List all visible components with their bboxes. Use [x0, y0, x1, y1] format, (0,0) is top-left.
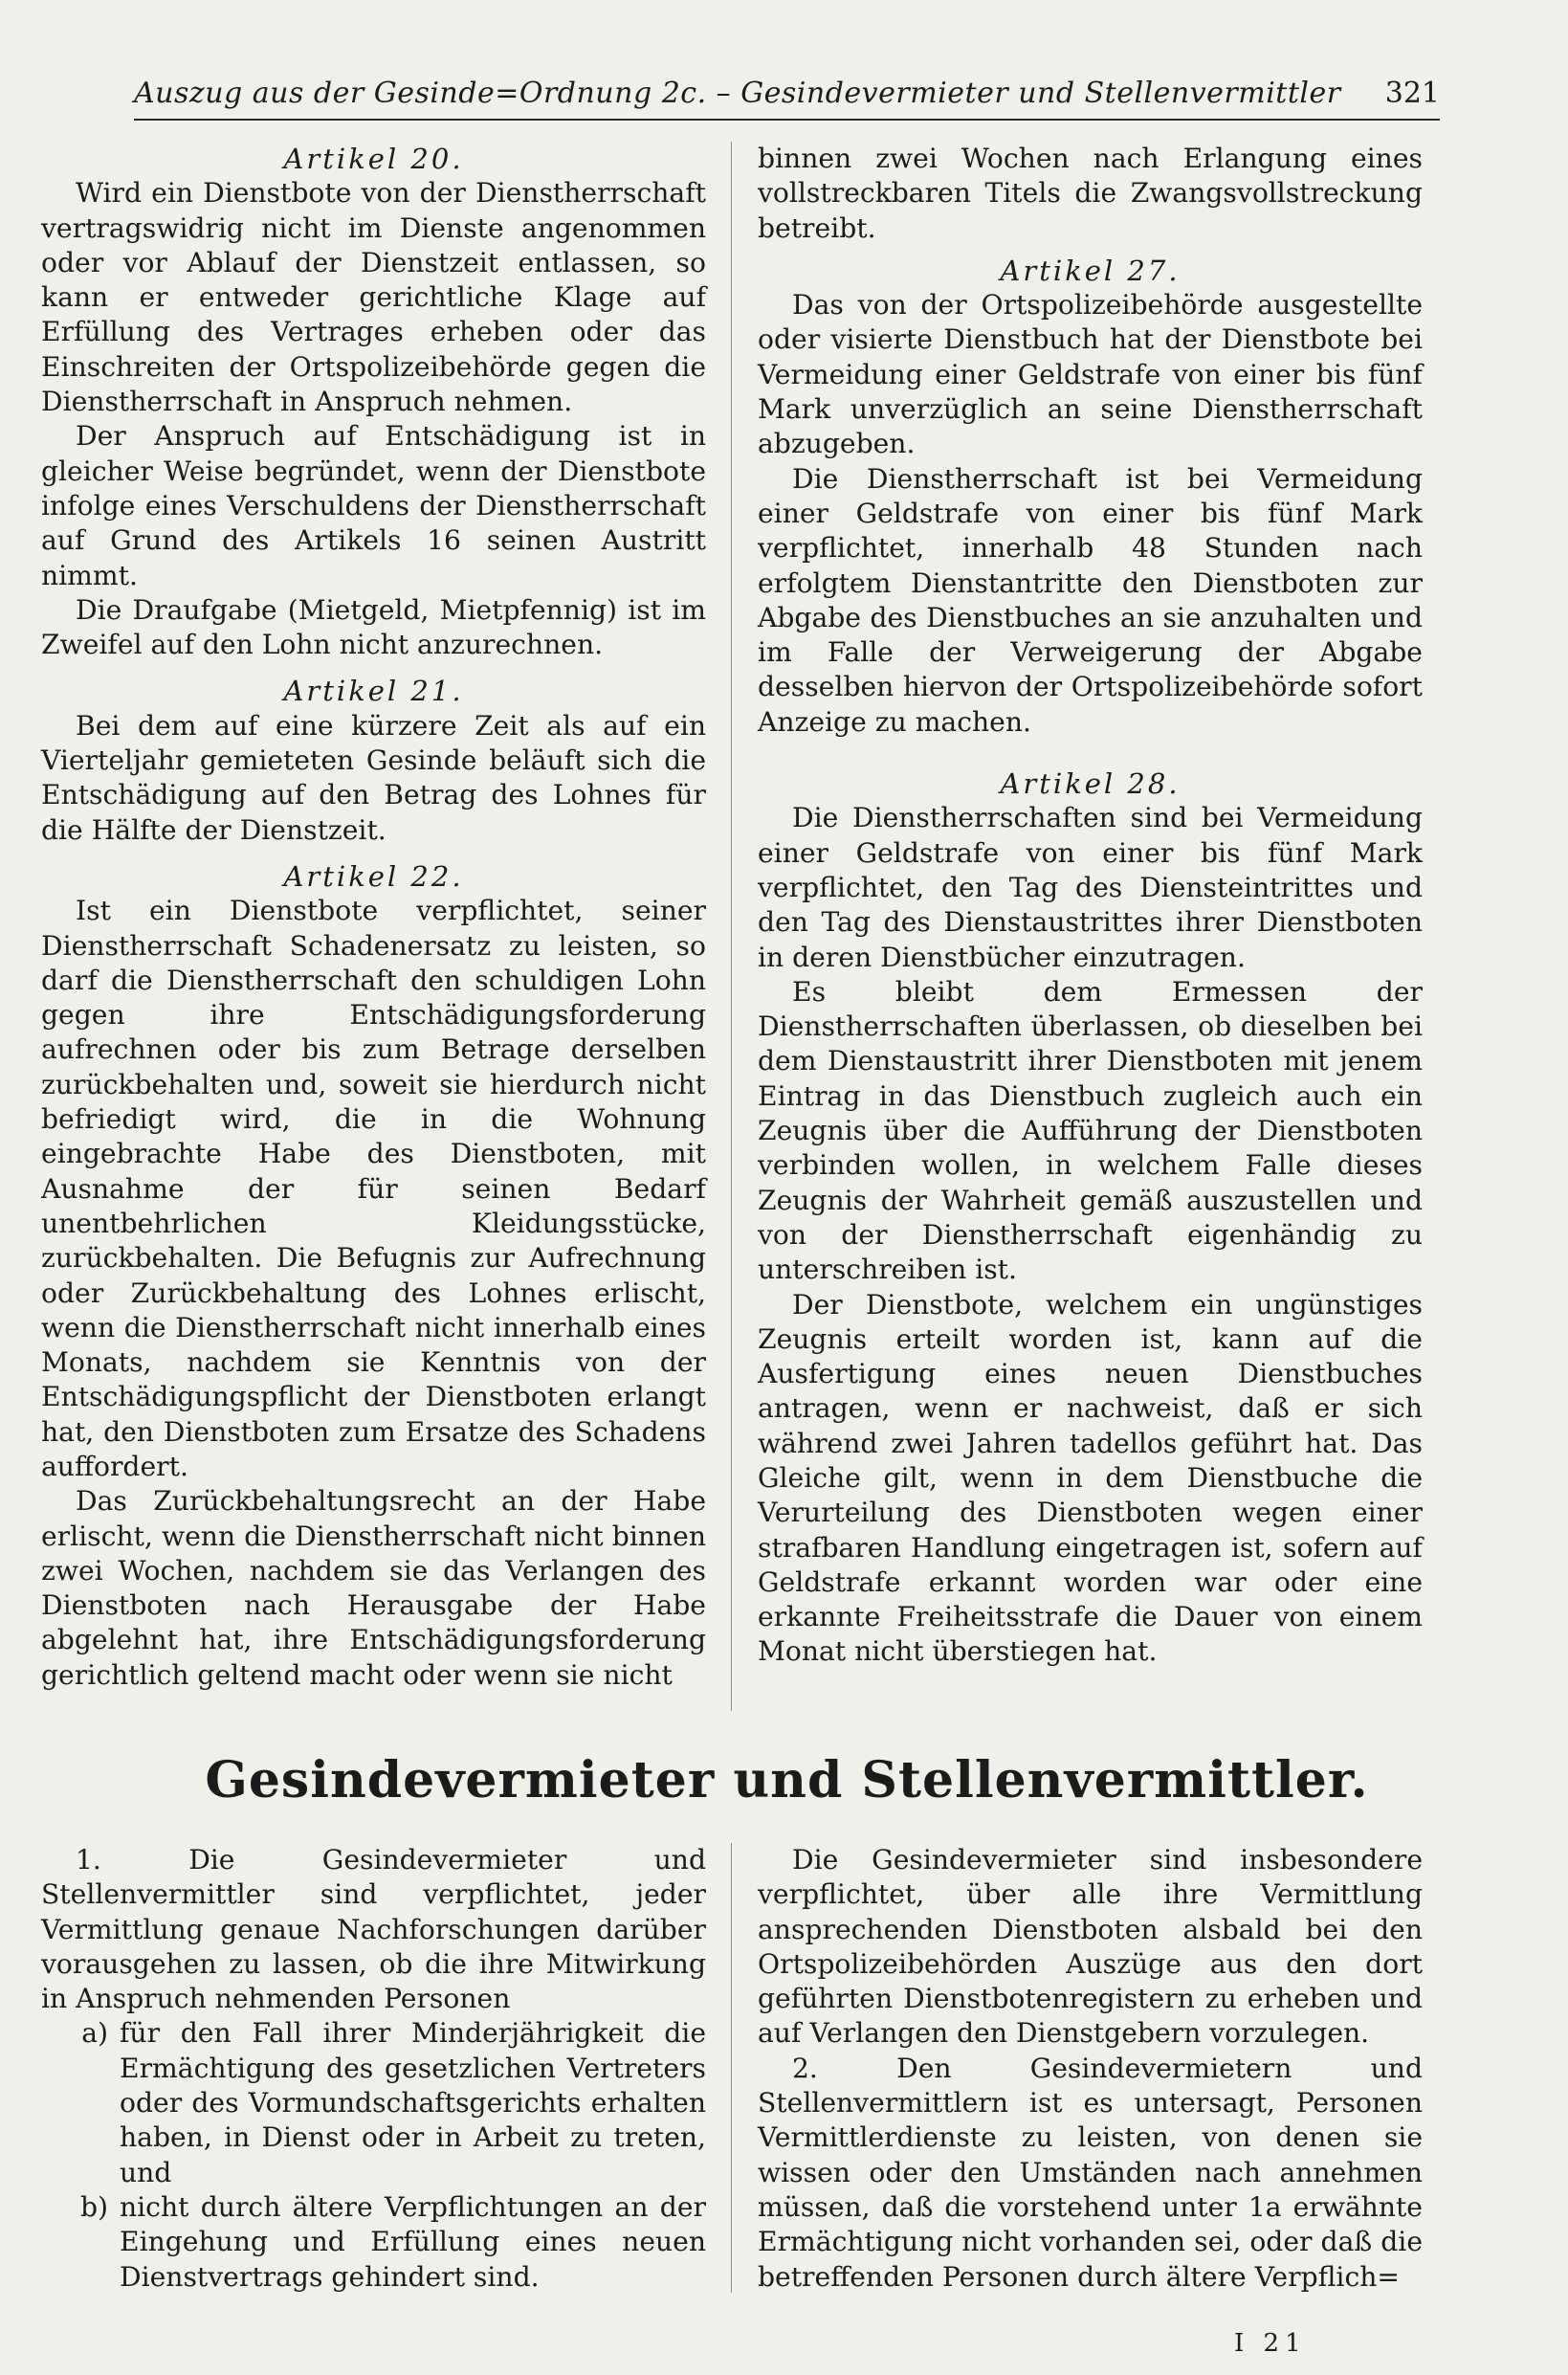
section-right-column — [758, 1843, 1423, 2295]
list-item-b-text: nicht durch ältere Verpflichtungen an der Eingehung und Erfüllung eines neuen Dienstvertrags gehindert sind. — [120, 2190, 706, 2293]
article-28-paragraph-3: Der Dienstbote, welchem ein ungünstiges Zeugnis erteilt worden ist, kann auf die Ausfertigung eines neuen Dienstbuches antragen, wenn er nachweist, daß er sich während zwei Jahren tadellos geführt hat. Das Gleiche gilt, wenn in dem Dienstbuche die Verurteilung des Dienstboten wegen einer strafbaren Handlung eingetragen ist, sofern auf Geldstrafe erkannt worden war oder eine erkannte Freiheitsstrafe die Dauer von einem Monat nicht überstiegen hat. — [758, 1288, 1423, 1668]
running-title: Auszug aus der Gesinde=Ordnung 2c. – Gesindevermieter und Stellenvermittler — [134, 77, 1341, 110]
column-divider-top — [731, 142, 732, 1711]
article-22-continuation: binnen zwei Wochen nach Erlangung eines vollstreckbaren Titels die Zwangsvollstreckung betreibt. — [758, 143, 1423, 244]
article-27-paragraph-2: Die Dienstherrschaft ist bei Vermeidung einer Geldstrafe von einer bis fünf Mark verpflichtet, innerhalb 48 Stunden nach erfolgtem Dienstantritte den Dienstboten zur Abgabe des Dienstbuches an sie anzuhalten und im Falle der Verweigerung der Abgabe desselben hiervon der Ortspolizeibehörde sofort Anzeige zu machen. — [758, 462, 1423, 738]
article-20-paragraph-1: Wird ein Dienstbote von der Dienstherrschaft vertragswidrig nicht im Dienste angenommen oder vor Ablauf der Dienstzeit entlassen, so kann er entweder gerichtliche Klage auf Erfüllung des Vertrages erheben oder das Einschreiten der Ortspolizeibehörde gegen die Dienstherrschaft in Anspruch nehmen. — [41, 177, 706, 418]
article-28-paragraph-2: Es bleibt dem Ermessen der Dienstherrschaften überlassen, ob dieselben bei dem Dienstaustritt ihrer Dienstboten mit jenem Eintrag in das Dienstbuch zugleich auch ein Zeugnis über die Aufführung der Dienstboten verbinden wollen, in welchem Falle dieses Zeugnis der Wahrheit gemäß auszustellen und von der Dienstherrschaft eigenhändig zu unterschreiben ist. — [758, 975, 1423, 1286]
list-item-a — [41, 2016, 706, 2189]
right-column — [758, 142, 1423, 1670]
section-paragraph-1: 1. Die Gesindevermieter und Stellenvermittler sind verpflichtet, jeder Vermittlung genaue Nachforschungen darüber vorausgehen zu lassen, ob die ihre Mitwirkung in Anspruch nehmenden Personen — [41, 1844, 706, 2015]
article-22-paragraph-1: Ist ein Dienstbote verpflichtet, seiner Dienstherrschaft Schadenersatz zu leisten, so darf die Dienstherrschaft den schuldigen Lohn gegen ihre Entschädigungsforderung aufrechnen oder bis zum Betrage derselben zurückbehalten und, soweit sie hierdurch nicht befriedigt wird, die in die Wohnung eingebrachte Habe des Dienstboten, mit Ausnahme der für seinen Bedarf unentbehrlichen Kleidungsstücke, zurückbehalten. Die Befugnis zur Aufrechnung oder Zurückbehaltung des Lohnes erlischt, wenn die Dienstherrschaft nicht innerhalb eines Monats, nachdem sie Kenntnis von der Entschädigungspflicht der Dienstboten erlangt hat, den Dienstboten zum Ersatze des Schadens auffordert. — [41, 895, 706, 1482]
article-20-paragraph-3: Die Draufgabe (Mietgeld, Mietpfennig) ist im Zweifel auf den Lohn nicht anzurechnen. — [41, 593, 706, 661]
article-28-paragraph-1: Die Dienstherrschaften sind bei Vermeidung einer Geldstrafe von einer bis fünf Mark verpflichtet, den Tag des Diensteintrittes und den Tag des Dienstaustrittes ihrer Dienstboten in deren Dienstbücher einzutragen. — [758, 802, 1423, 973]
list-item-a-label: a) — [81, 2017, 108, 2050]
article-22-paragraph-2: Das Zurückbehaltungsrecht an der Habe erlischt, wenn die Dienstherrschaft nicht binnen zwei Wochen, nachdem sie das Verlangen des Dienstboten nach Herausgabe der Habe abgelehnt hat, ihre Entschädigungsforderung gerichtlich geltend macht oder wenn sie nicht — [41, 1485, 706, 1691]
running-header — [134, 73, 1440, 121]
list-item-b-label: b) — [79, 2190, 108, 2223]
section-right-paragraph-2: 2. Den Gesindevermietern und Stellenvermittlern ist es untersagt, Personen Vermittlerdienste zu leisten, von denen sie wissen oder den Umständen nach annehmen müssen, daß die vorstehend unter 1a erwähnte Ermächtigung nicht vorhanden sei, oder daß die betreffenden Personen durch ältere Verpflich= — [758, 2052, 1423, 2293]
list-item-b — [41, 2190, 706, 2295]
signature-mark: I 21 — [1234, 2329, 1307, 2358]
section-title: Gesindevermieter und Stellenvermittler. — [205, 1751, 1369, 1809]
article-20-heading: Artikel 20. — [283, 143, 464, 175]
article-27-heading: Artikel 27. — [1000, 254, 1181, 287]
section-right-paragraph-1: Die Gesindevermieter sind insbesondere verpflichtet, über alle ihre Vermittlung ansprechenden Dienstboten alsbald bei den Ortspolizeibehörden Auszüge aus den dort geführten Dienstbotenregistern zu erheben und auf Verlangen den Dienstgebern vorzulegen. — [758, 1844, 1423, 2050]
article-20-paragraph-2: Der Anspruch auf Entschädigung ist in gleicher Weise begründet, wenn der Dienstbote infolge eines Verschuldens der Dienstherrschaft auf Grund des Artikels 16 seinen Austritt nimmt. — [41, 420, 706, 591]
article-21-heading: Artikel 21. — [283, 675, 464, 708]
left-column — [41, 142, 706, 1693]
section-left-column — [41, 1843, 706, 2295]
article-21-paragraph-1: Bei dem auf eine kürzere Zeit als auf ein Vierteljahr gemieteten Gesinde beläuft sich die Entschädigung auf den Betrag des Lohnes für die Hälfte der Dienstzeit. — [41, 709, 706, 846]
article-27-paragraph-1: Das von der Ortspolizeibehörde ausgestellte oder visierte Dienstbuch hat der Dienstbote bei Vermeidung einer Geldstrafe von einer bis fünf Mark unverzüglich an seine Dienstherrschaft abzugeben. — [758, 289, 1423, 460]
page-number: 321 — [1384, 77, 1440, 110]
article-22-heading: Artikel 22. — [283, 859, 464, 893]
article-28-heading: Artikel 28. — [1000, 767, 1181, 801]
column-divider-bottom — [731, 1843, 732, 2293]
list-item-a-text: für den Fall ihrer Minderjährigkeit die Ermächtigung des gesetzlichen Vertreters oder des Vormundschaftsgerichts erhalten haben, in Dienst oder in Arbeit zu treten, und — [120, 2017, 706, 2188]
